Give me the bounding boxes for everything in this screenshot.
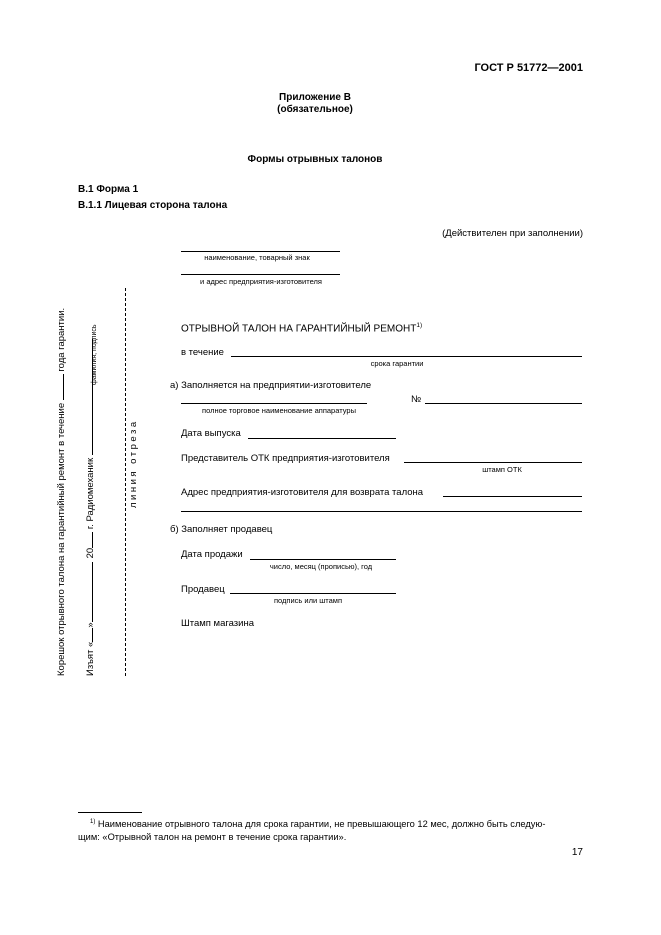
shop-stamp-label: Штамп магазина (181, 618, 254, 629)
standard-code: ГОСТ Р 51772—2001 (474, 62, 583, 74)
return-address-label: Адрес предприятия-изготовителя для возврата талона (181, 487, 424, 498)
caption-otk-stamp: штамп ОТК (482, 465, 522, 474)
caption-signature-stamp: подпись или штамп (273, 596, 343, 605)
during-label: в течение (181, 347, 224, 358)
caption-manufacturer-address: и адрес предприятия-изготовителя (200, 277, 322, 286)
stub-line2-mid3: г. Радиомеханик (85, 457, 96, 530)
subsection-1: В.1 Форма 1 (78, 184, 139, 195)
part-a-label: а) Заполняется на предприятии-изготовителе (170, 380, 372, 391)
release-date-line[interactable] (248, 438, 396, 439)
return-address-line-2[interactable] (181, 511, 582, 512)
caption-warranty-term: срока гарантии (370, 359, 424, 368)
stub-line1-end: года гарантии. (56, 307, 67, 372)
release-date-label: Дата выпуска (181, 428, 241, 439)
return-address-line-1[interactable] (443, 496, 582, 497)
name-trademark-line (181, 251, 340, 252)
warranty-term-line[interactable] (231, 356, 582, 357)
section-title: Формы отрывных талонов (247, 154, 383, 165)
caption-date-format: число, месяц (прописью), год (269, 562, 373, 571)
caption-full-trade-name: полное торговое наименование аппаратуры (202, 406, 356, 415)
ticket-title (181, 322, 422, 334)
validity-note: (Действителен при заполнении) (442, 228, 583, 239)
footnote (78, 816, 583, 844)
stub-line2-mid2: 20 (85, 547, 96, 559)
footnote-line-2: щим: «Отрывной талон на ремонт в течение срока гарантии». (78, 832, 347, 843)
cut-line (125, 288, 126, 676)
stub-line1-start: Корешок отрывного талона на гарантийный ремонт в течение (56, 402, 67, 676)
number-sign: № (411, 394, 422, 405)
otk-rep-line[interactable] (404, 462, 582, 463)
stub-line2-mid1: » (85, 622, 96, 628)
cut-line-label: линия отреза (128, 419, 139, 508)
seller-label: Продавец (181, 584, 225, 595)
ticket-title-footnote-mark: 1) (416, 322, 423, 329)
stub-line-1 (54, 308, 67, 676)
sale-date-label: Дата продажи (181, 549, 243, 560)
stub-line2-start: Изъят « (85, 641, 96, 676)
caption-name-trademark: наименование, товарный знак (204, 253, 310, 262)
subsection-1-1: В.1.1 Лицевая сторона талона (78, 200, 228, 211)
footnote-mark: 1) (90, 819, 96, 825)
footnote-separator (78, 812, 142, 813)
appendix-status: (обязательное) (277, 104, 353, 115)
stub-years-blank[interactable] (54, 374, 64, 400)
stub-caption-name-signature: фамилия, подпись (91, 324, 98, 385)
stub-day-blank[interactable] (83, 628, 93, 642)
footnote-line-1: Наименование отрывного талона для срока гарантии, не превышающего 12 мес, должно быть следую- (95, 819, 546, 830)
manufacturer-address-line (181, 274, 340, 275)
trade-name-line[interactable] (181, 403, 367, 404)
stub-year-blank[interactable] (83, 532, 93, 548)
stub-line-2 (83, 339, 96, 676)
part-b-label: б) Заполняет продавец (170, 524, 273, 535)
stub-month-blank[interactable] (83, 562, 93, 622)
sale-date-line[interactable] (250, 559, 396, 560)
otk-rep-label: Представитель ОТК предприятия-изготовителя (181, 453, 390, 464)
appendix-title: Приложение В (279, 92, 351, 103)
serial-number-line[interactable] (425, 403, 582, 404)
seller-line[interactable] (230, 593, 396, 594)
ticket-title-text: ОТРЫВНОЙ ТАЛОН НА ГАРАНТИЙНЫЙ РЕМОНТ (181, 323, 417, 335)
page-number: 17 (571, 847, 583, 858)
